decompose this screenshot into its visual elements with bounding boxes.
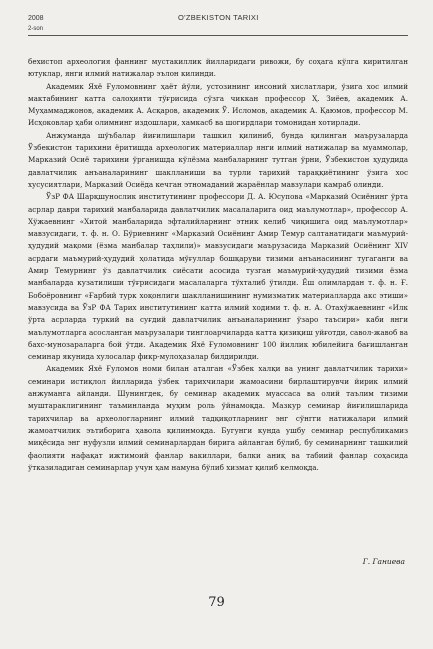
journal-title: O'ZBEKISTON TARIXI <box>178 13 259 22</box>
paragraph-4: ЎзР ФА Шарқшунослик институтининг профессори Д. А. Юсупова «Марказий Осиёнинг ўрта асрлар даври тарихий манбаларида давлатчилик масалаларига оид маълумотлар», профессор А. Хўжаевнинг «Хитой манбаларида эфталийларнинг этник келиб чиқишига оид маълумотлар» мавзусидаги, т. ф. н. О. Бўриевнинг «Марказий Осиёнинг Амир Темур салтанатидаги маъмурий-ҳудудий мақоми (ёзма манбалар таҳлили)» мавзусидаги маърузасида Марказий Осиёнинг XIV асрдаги маъмурий-ҳудудий ҳолатида мўғуллар бошқаруви тизими анъанасининг тугаганги ва Амир Темурнинг ўз давлатчилик сиёсати асосида тузган маъмурий-ҳудудий тизими ёзма манбаларда кузатилиши тўғрисидаги масалаларга тўхталиб ўтилди. Ёш олимлардан т. ф. н. Ғ. Бобоёровнинг «Ғарбий турк хоқонлиги шаклланишининг нумизматик материалларда акс этиши» мавзусида ва ЎзР ФА Тарих институтининг катта илмий ходими т. ф. н. А. Отахўжаевнинг «Илк ўрта асрларда туркий ва суғдий давлатчилик анъаналарининг ўзаро таъсири» каби янги маълумотларга асосланган маърузалари тинглоарчиларда катта қизиқиш уйғотди, савол-жавоб ва бахс-мунозараларга бой ўтди. Академик Яхё Ғуломовнинг 100 йиллик юбилейига бағишланган семинар якунида хулосалар фикр-мулоҳазалар билдирилди. <box>28 192 408 362</box>
paragraph-1: бехистоп археология фаннинг мустакиллик йилларидаги ривожи, бу соҳага кўлга киритилган ютуклар, янги илмий натижалар эълон килинди. <box>28 57 408 79</box>
paragraph-5: Академик Яхё Ғуломов номи билан аталган «Ўзбек халқи ва унинг давлатчилик тарихи» семинари истиқлол йилларида ўзбек тарихчилари жамоасини бирлаштирувчи йирик илмий анжуманга айланди. Шунингдек, бу семинар академик муассаса ва олий таълим тизими муштараклигининг таъминланда муҳим роль ўйнамоқда. Мазкур семинар йиғилишларида тарихчилар ва археологларнинг илмий тадқиқотларнинг энг сўнгги натижалари илмий жамоатчилик эътиборига ҳавола қилинмоқда. Бугунги кунда ушбу семинар республикамиз миқёсида энг нуфузли илмий семинарлардан бирига айланган бўлиб, бу семинарнинг ташкилий фаолияти нафақат ижтимоий фанлар вакиллари, балки аниқ ва табиий фанлар соҳасида ўтказиладиган семинарлар учун ҳам намуна бўлиб хизмат қилиб келмоқда. <box>28 364 408 472</box>
page-number: 79 <box>208 595 225 610</box>
author-signature: Г. Ганиева <box>362 557 405 566</box>
paragraph-3: Анжуманда шўъбалар йиғилишлари ташкил қилиниб, бунда қилинган маърузаларда Ўзбекистон тарихини ёритишда археологик материаллар янги илмий натижалар ва муаммолар, Марказий Осиё тарихини ўрганишда кўлёзма манбаларнинг тутган ўрни, Ўзбекистон ҳудудида давлатчилик анъаналарининг шаклланиши ва турли тарихий тараққиётининг ўзига хос хусусиятлари, Марказий Осиёда кечган этномаданий жараёнлар мавзулари камраб олинди. <box>28 130 408 189</box>
paragraph-2: Академик Яхё Ғуломовнинг ҳаёт йўли, устозининг инсоний хислатлари, ўзига хос илмий мактабининг катта салоҳияти тўғрисида сўзга чиккан профессор Ҳ. Зиёев, академик А. Муҳаммаджонов, академик А. Асқаров, академик Ў. Исломов, академик А. Қаюмов, профессор М. Исҳоковлар ҳаби олимнинг издошлари, хамкасб ва шогирдлари томонидан хотирлади. <box>28 81 408 128</box>
article-body <box>28 56 408 474</box>
header-issue: 2-son <box>28 26 44 32</box>
header-year: 2008 <box>28 15 44 22</box>
header-rule <box>28 35 408 36</box>
